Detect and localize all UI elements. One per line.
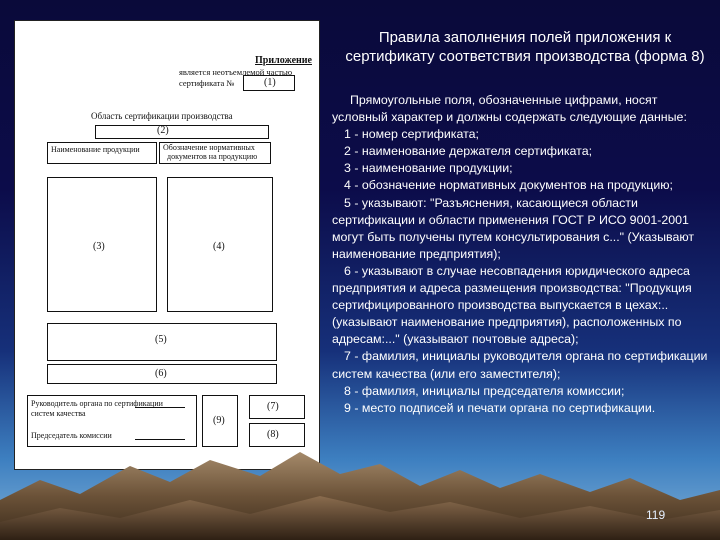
col-product-label: Наименование продукции <box>51 145 140 154</box>
col-docs-label-2: документов на продукцию <box>167 152 258 161</box>
field-3-number: (3) <box>93 241 105 252</box>
body-item-8: 8 - фамилия, инициалы председателя комиссии; <box>344 383 625 398</box>
area-label: Область сертификации производства <box>91 111 233 121</box>
page-number: 119 <box>646 508 666 522</box>
form-8-image <box>14 20 320 470</box>
body-item-2: 2 - наименование держателя сертификата; <box>344 144 593 159</box>
form-sub2: сертификата № <box>179 78 235 88</box>
field-5-number: (5) <box>155 334 167 345</box>
field-8-number: (8) <box>267 429 279 440</box>
chair-label: Председатель комиссии <box>31 431 112 440</box>
body-item-1: 1 - номер сертификата; <box>344 127 479 142</box>
body-item-3: 3 - наименование продукции; <box>344 161 513 176</box>
head-label-1: Руководитель органа по сертификации <box>31 399 163 408</box>
form-sub1: является неотъемлемой частью <box>179 67 293 77</box>
field-6-number: (6) <box>155 368 167 379</box>
field-9-number: (9) <box>213 415 225 426</box>
head-signature-line <box>135 407 185 408</box>
col-docs-label-1: Обозначение нормативных <box>163 143 255 152</box>
field-7-number: (7) <box>267 401 279 412</box>
field-2-number: (2) <box>157 125 169 136</box>
slide-title: Правила заполнения полей приложения к сертификату соответствия производства (форма 8) <box>345 29 705 65</box>
field-2-box <box>95 125 269 139</box>
form-heading: Приложение <box>255 55 312 66</box>
body-intro: Прямоугольные поля, обозначенные цифрами, носят условный характер и должны содержать следующие данные: <box>332 93 687 125</box>
mountains-decoration <box>0 430 720 540</box>
body-item-5: 5 - указывают: "Разъяснения, касающиеся области сертификации и области применения ГОСТ Р ИСО 9001-2001 могут быть получены путем консультирования с..." (Указывают наименование предприятия); <box>332 195 695 261</box>
slide-body <box>332 92 712 417</box>
body-item-4: 4 - обозначение нормативных документов на продукцию; <box>344 178 673 193</box>
body-item-7: 7 - фамилия, инициалы руководителя органа по сертификации систем качества (или его заместителя); <box>332 349 708 381</box>
field-4-number: (4) <box>213 241 225 252</box>
body-item-9: 9 - место подписей и печати органа по сертификации. <box>344 400 656 415</box>
body-item-6: 6 - указывают в случае несовпадения юридического адреса предприятия и адреса размещения производства: "Продукция сертифицированного производства выпускается в цехах:.. (указывают наименование предприятия), расположенных по адресам:..." (указывают почтовые адреса); <box>332 263 692 347</box>
field-1-number: (1) <box>264 77 276 88</box>
head-label-2: систем качества <box>31 409 86 418</box>
